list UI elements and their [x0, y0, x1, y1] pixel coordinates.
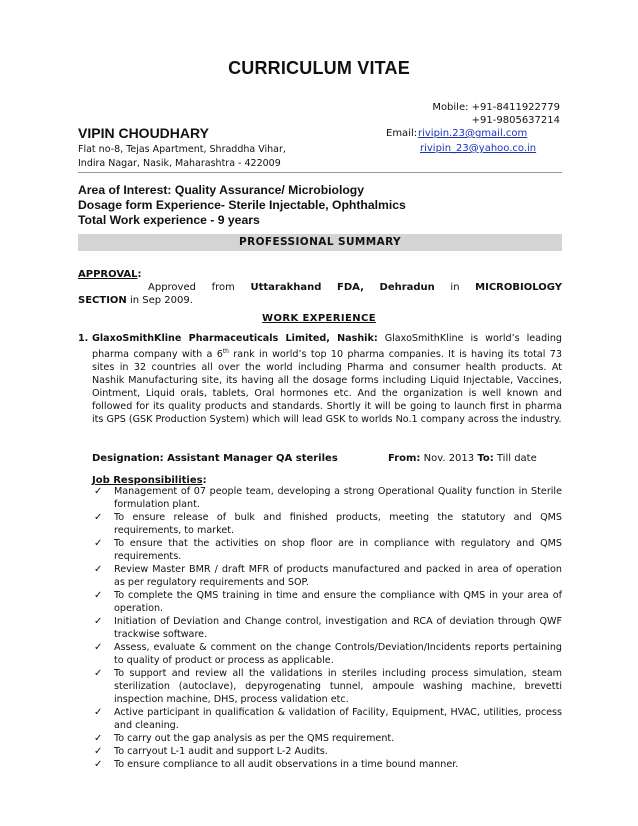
mobile-number-secondary: +91-9805637214 [471, 115, 560, 126]
address-line-2: Indira Nagar, Nasik, Maharashtra - 422009 [78, 158, 281, 169]
responsibility-item [92, 537, 562, 563]
email-link-gmail[interactable]: rivipin.23@gmail.com [418, 128, 528, 139]
responsibility-text: Management of 07 people team, developing a strong Operational Quality function in Sterile formulation plant. [114, 486, 562, 510]
responsibility-text: Initiation of Deviation and Change control, investigation and RCA of deviation through QWF trackwise software. [114, 616, 562, 640]
approval-word: Dehradun [379, 282, 435, 293]
approval-word: from [211, 282, 235, 293]
approval-line-2 [78, 295, 193, 306]
company-desc-sup: th [222, 348, 229, 355]
responsibility-item [92, 667, 562, 706]
approval-heading-colon: : [137, 269, 142, 280]
responsibility-text: To ensure compliance to all audit observations in a time bound manner. [114, 759, 459, 770]
header-divider [78, 172, 562, 173]
checkmark-icon: ✓ [94, 538, 103, 549]
candidate-name: VIPIN CHOUDHARY [78, 125, 209, 141]
company-entry [78, 332, 562, 426]
checkmark-icon: ✓ [94, 759, 103, 770]
responsibility-item [92, 589, 562, 615]
checkmark-icon: ✓ [94, 590, 103, 601]
professional-summary-heading: PROFESSIONAL SUMMARY [78, 234, 562, 251]
checkmark-icon: ✓ [94, 486, 103, 497]
responsibility-item [92, 641, 562, 667]
approval-word: MICROBIOLOGY [475, 282, 562, 293]
responsibility-text: Assess, evaluate & comment on the change Controls/Deviation/Incidents reports pertaining to quality of product or process as applicable. [114, 642, 562, 666]
company-number: 1. [78, 333, 89, 344]
responsibility-text: To carry out the gap analysis as per the QMS requirement. [114, 733, 395, 744]
approval-word: Approved [148, 282, 196, 293]
checkmark-icon: ✓ [94, 642, 103, 653]
checkmark-icon: ✓ [94, 564, 103, 575]
responsibility-item [92, 758, 562, 771]
company-desc-part: GlaxoSmithKline is world’s leading pharma company with a 6 [92, 333, 562, 361]
address-line-1: Flat no-8, Tejas Apartment, Shraddha Vihar, [78, 144, 286, 155]
checkmark-icon: ✓ [94, 668, 103, 679]
total-work-experience: Total Work experience - 9 years [78, 213, 260, 227]
company-name: GlaxoSmithKline Pharmaceuticals Limited, Nashik: [92, 333, 378, 344]
responsibility-item [92, 511, 562, 537]
area-of-interest: Area of Interest: Quality Assurance/ Microbiology [78, 183, 365, 197]
responsibility-text: To ensure release of bulk and finished products, meeting the statutory and QMS requirements, to market. [114, 512, 562, 536]
approval-word: in [450, 282, 460, 293]
email-link-yahoo[interactable]: rivipin_23@yahoo.co.in [420, 143, 537, 154]
checkmark-icon: ✓ [94, 707, 103, 718]
responsibility-text: To support and review all the validations in steriles including process simulation, steam sterilization (autoclave), depyrogenating tunnel, ampoule washing machine, brevetti inspection machine, DHS, process validation etc. [114, 668, 562, 705]
from-label: From: [388, 453, 421, 464]
approval-heading-text: APPROVAL [78, 269, 138, 280]
email-label: Email: [386, 128, 418, 139]
to-value: Till date [493, 453, 537, 464]
checkmark-icon: ✓ [94, 616, 103, 627]
to-label: To: [477, 453, 494, 464]
approval-line [78, 282, 562, 293]
checkmark-icon: ✓ [94, 512, 103, 523]
approval-word: FDA, [337, 282, 364, 293]
work-experience-heading: WORK EXPERIENCE [262, 313, 376, 324]
responsibility-item [92, 563, 562, 589]
responsibility-item [92, 745, 562, 758]
dosage-form-experience: Dosage form Experience- Sterile Injectable, Ophthalmics [78, 198, 406, 212]
checkmark-icon: ✓ [94, 746, 103, 757]
approval-section: SECTION [78, 295, 127, 306]
responsibility-text: Active participant in qualification & validation of Facility, Equipment, HVAC, utilities, process and cleaning. [114, 707, 562, 731]
responsibility-item [92, 732, 562, 745]
responsibility-item [92, 485, 562, 511]
responsibility-text: To complete the QMS training in time and ensure the compliance with QMS in your area of operation. [114, 590, 562, 614]
document-title: CURRICULUM VITAE [228, 58, 410, 78]
approval-word: Uttarakhand [250, 282, 322, 293]
from-value: Nov. 2013 [420, 453, 478, 464]
company-desc-part: rank in world’s top 10 pharma companies. It is having its total 73 sites in 32 countries all over the world including Pharma and consumer health products. At Nashik Manufacturing site, its having all the dosage forms including Liquid Injectable, Vaccines, Ointment, Liquid orals, tablets, Oral hormones etc. And the organization is well known and followed for its quality products and standards. Shortly it will be going to launch first in pharma its GPS (GSK Production System) which will lead GSK to worlds No.1 company across the industry. [92, 349, 562, 426]
approval-date: in Sep 2009. [126, 295, 193, 306]
designation: Designation: Assistant Manager QA steriles [92, 453, 338, 464]
responsibility-item [92, 706, 562, 732]
mobile-number-primary: Mobile: +91-8411922779 [432, 102, 560, 113]
job-responsibilities-colon: : [202, 475, 207, 486]
company-description [92, 332, 562, 426]
responsibility-text: Review Master BMR / draft MFR of products manufactured and packed in area of operation as per regulatory requirements and SOP. [114, 564, 562, 588]
responsibility-text: To ensure that the activities on shop floor are in compliance with regulatory and QMS requirements. [114, 538, 562, 562]
responsibilities-list [92, 485, 562, 771]
responsibility-item [92, 615, 562, 641]
approval-heading [78, 269, 142, 280]
responsibility-text: To carryout L-1 audit and support L-2 Audits. [114, 746, 328, 757]
employment-period [388, 453, 537, 464]
checkmark-icon: ✓ [94, 733, 103, 744]
job-responsibilities-text: Job Responsibilities [92, 475, 203, 486]
